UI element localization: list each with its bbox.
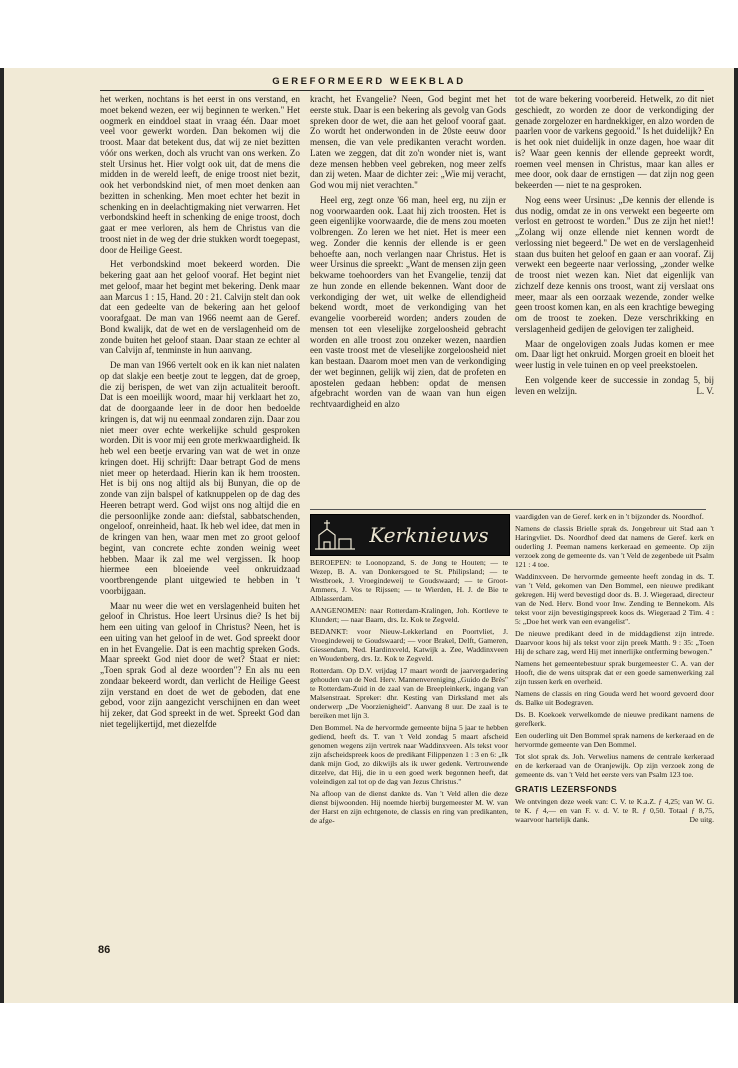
paragraph: Maar nu weer die wet en verslagenheid buiten het geloof in Christus. Hoe leert Ursinus die? Is het bij hem een uiting van geloof in Christus? Neen, het is een uiting van het geloof in de wet. God spreekt door en in het Evangelie. Dat is een machtig spreken Gods. Maar spreekt God niet door de wet? Staat er niet: „Toen sprak God al deze woorden"? En als nu een zondaar bekeerd wordt, dan verlicht de Heilige Geest zijn verstand en doet de wet de geboden, dat ene gebod, voor zijn aangezicht verschijnen en dan weet hij zeker, dat God spreekt in de wet. Spreekt God dan niet tegelijkertijd, met diezelfde bbox=[100, 600, 300, 729]
news-item: vaardigden van de Geref. kerk en in 't bijzonder ds. Noordhof. bbox=[515, 512, 704, 521]
paragraph: Nog eens weer Ursinus: „De kennis der ellende is dus nodig, omdat ze in ons verwekt een begeerte om verlost en getroost te worden." Dus ze zijn het niet!! „Zolang wij onze ellende niet kennen wordt de verlossing niet begeerd." De wet en de verslagenheid staan dus buiten het geloof en gaan er aan vooraf. Zij verwekt een begeerte naar verlossing, „zonder welke de troost niet wezen kan. Niet dat eigenlijk van zichzelf deze kennis ons troost, want zij verslaat ons meer, maar als een oorzaak wezende, zonder welke geen troost komen kan, en als een krachtige beweging om de troost te zoeken. Deze verschrikking en verslagenheid gedijen de gelovigen ter zaligheid. bbox=[515, 194, 714, 334]
news-item: Ds. B. Koekoek verwelkomde de nieuwe predikant namens de gerefkerk. bbox=[515, 710, 714, 728]
masthead: GEREFORMEERD WEEKBLAD bbox=[272, 76, 466, 87]
article-column-1 bbox=[100, 94, 300, 932]
paragraph: Heel erg, zegt onze '66 man, heel erg, nu zijn er nog voorwaarden ook. Laat hij zich troosten. Het is geen eigenlijke voorwaarde, die de mens zou moeten volbrengen. Zo leren we het niet. Het is meer een weg. Zonder die kennis der ellende is er geen behoefte aan, noch verlangen naar Christus. Het is weer Ursinus die spreekt: „Want de mensen zijn geen bekwame toehoorders van het Evangelie, tenzij dat ze hun zonde en ellende bekennen. Want door de verkondiging der wet, uit welke de ellendigheid bekend wordt, moet de verkondiging van het evangelie voorbereid worden; anders zouden de mensen tot een vleselijke zorgeloosheid gebracht worden en alle troost zou onzeker wezen, naardien een vaste troost met de vleselijke zorgeloosheid niet kan bestaan. Daarom moet men van de verkondiging der wet beginnen, gelijk wij zien, dat de profeten en apostelen gedaan hebben: opdat de mensen afgebracht worden van de waan van hun eigen rechtvaardigheid en alzo bbox=[310, 194, 506, 409]
news-item: Een ouderling uit Den Bommel sprak namens de kerkeraad en de hervormde gemeente van Den Bommel. bbox=[515, 731, 714, 749]
scan-margin-bottom bbox=[0, 1003, 738, 1068]
masthead-rule bbox=[100, 90, 704, 91]
article-column-3 bbox=[515, 94, 714, 530]
news-item: Na afloop van de dienst dankte ds. Van 't Veld allen die deze dienst bijwoonden. Hij noemde hierbij burgemeester M. W. van der Harst en zijn echtgenote, de classis en ring van predikanten, de afge- bbox=[310, 789, 508, 825]
publisher-signature: De uitg. bbox=[689, 815, 714, 824]
paragraph: Het verbondskind moet bekeerd worden. Die bekering gaat aan het geloof vooraf. Het begint niet met geloof, maar het begint met bekering. Denk maar aan Marcus 1 : 15, Hand. 20 : 21. Calvijn stelt dan ook dat een gedeelte van de bekering aan het geloof voorafgaat. De man van 1966 neemt aan de Geref. Bond kwalijk, dat de wet en de verslagenheid om de zonde buiten het geloof staan. Daar staan ze echter al van Calvijn af, tenminste in hun aanvang. bbox=[100, 259, 300, 356]
gratis-lezersfonds-heading: GRATIS LEZERSFONDS bbox=[515, 784, 618, 794]
kerknieuws-banner-art bbox=[311, 515, 509, 555]
gratis-lezersfonds-text bbox=[515, 797, 714, 824]
page-number: 86 bbox=[98, 944, 111, 956]
author-signature: L. V. bbox=[696, 385, 714, 396]
section-rule bbox=[310, 509, 706, 510]
kerknieuws-column-3 bbox=[515, 512, 714, 986]
kerknieuws-banner bbox=[310, 514, 510, 556]
news-item: Namens de classis Brielle sprak ds. Jongebreur uit Stad aan 't Haringvliet. Ds. Noordhof deed dat namens de Geref. kerk en ouderling J. Peeman namens kerkeraad en gemeente. Op zijn verzoek zong de gemeente ds. van 't Veld de zegenbede uit Psalm 121 : 4 toe. bbox=[515, 524, 714, 569]
article-column-2 bbox=[310, 94, 506, 504]
news-item: Den Bommel. Na de hervormde gemeente bijna 5 jaar te hebben gediend, heeft ds. T. van 't Veld zondag 5 maart afscheid genomen wegens zijn vertrek naar Waddinxveen. Als tekst voor zijn afscheidspreek koos de predikant Filippenzen 1 : 3 en 6: „Ik dank mijn God, zo dikwijls als ik uwer gedenk. Vertrouwende ditzelve, dat Hij, die in u een goed werk begonnen heeft, dat voleindigen zal tot op de dag van Jezus Christus." bbox=[310, 723, 508, 786]
closing-text: Een volgende keer de successie in zondag 5, bij leven en welzijn. bbox=[515, 374, 714, 396]
scan-margin-top bbox=[0, 0, 738, 68]
paragraph: tot de ware bekering voorbereid. Hetwelk, zo dit niet geschiedt, zo worden ze door de verkondiging der genade zorgelozer en hardnekkiger, en alzo worden de paarlen voor de varkens gegooid." Is het duidelijk? En is het ook niet duidelijk in onze dagen, hoe waar dit is? Waar geen kennis der ellende gepreekt wordt, roemen veel mensen in Christus, maar kan alles er mee door, ook daar de ernstigen — dat zijn nog geen bekeerden — niet te na gesproken. bbox=[515, 94, 714, 190]
news-item: Namens het gemeentebestuur sprak burgemeester C. A. van der Hooft, die de wens uitsprak dat er een goede samenwerking zal zijn tussen kerk en overheid. bbox=[515, 659, 714, 686]
kerknieuws-column-2 bbox=[310, 558, 508, 986]
donation-text: We ontvingen deze week van: C. V. te K.a.Z. ƒ 4,25; van W. G. te K. ƒ 4,— en van F. v. d. V. te R. ƒ 0,50. Totaal ƒ 8,75, waarvoor hartelijk dank. bbox=[515, 797, 714, 824]
magazine-page bbox=[0, 68, 738, 1003]
news-item: AANGENOMEN: naar Rotterdam-Kralingen, Joh. Kortleve te Klundert; — naar Baarn, drs. Iz. Kok te Zegveld. bbox=[310, 606, 508, 624]
news-item: De nieuwe predikant deed in de middagdienst zijn intrede. Daarvoor koos hij als tekst voor zijn preek Matth. 9 : 35: „Toen Hij de schare zag, werd Hij met innerlijke ontferming bewogen." bbox=[515, 629, 714, 656]
news-item: BEDANKT: voor Nieuw-Lekkerland en Poortvliet, J. Vroegindeweij te Goudswaard; — voor Brakel, Delft, Gameren, Giessendam, Ned. Hardinxveld, Katwijk a. Zee, Waddinxveen en Woudenberg, drs. Iz. Kok te Zegveld. bbox=[310, 627, 508, 663]
paragraph: kracht, het Evangelie? Neen, God begint met het eerste stuk. Daar is een bekering als gevolg van Gods spreken door de wet, die aan het geloof vooraf gaat. Zo wordt het onderwonden in de 20ste eeuw door mensen, die van vele predikanten veracht worden. Laten we zeggen, dat dit zo'n wonder niet is, want deze mensen hebben veel gebreken, nog meer zelfs dan zij weten. Maar de dichter zei: „Wie mij veracht, God wou mij niet verachten." bbox=[310, 94, 506, 190]
kerknieuws-title: Kerknieuws bbox=[369, 523, 489, 547]
church-icon bbox=[315, 520, 355, 549]
news-item: Tot slot sprak ds. Joh. Verwelius namens de centrale kerkeraad en de kerkeraad van de Oranjewijk. Op zijn verzoek zong de gemeente ds. van 't Veld het eerste vers van Psalm 123 toe. bbox=[515, 752, 714, 779]
paragraph: het werken, nochtans is het eerst in ons verstand, en moet bekend wezen, eer wij beginnen te werken." Het oogmerk en einddoel staat in vraag één. Daar moet veel voor gewerkt worden. Dan bekomen wij die troost. Maar dat betekent dus, dat wij ze niet bezitten vóór ons werken, doch als vrucht van ons werken. Zo stelt Ursinus het. Hier volgt ook uit, dat de mens die midden in de wereld leeft, de enige troost niet bezit, ook het verbondskind niet, of men moet denken aan bezitten in schenking. Men moet echter het bezit in schenking en in deelachtigmaking niet verwarren. Het verbondskind heeft in schenking de enige troost, doch gaat er mee verloren, als hem de Christus van die troost niet in de weg der drie stukken wordt toegepast, door de Heilige Geest. bbox=[100, 94, 300, 255]
news-item: Waddinxveen. De hervormde gemeente heeft zondag in ds. T. van 't Veld, gekomen van Den Bommel, een nieuwe predikant gekregen. Hij werd bevestigd door ds. B. J. Wiegeraad, directeur van de Ned. Herv. Bond voor Inw. Zending te Bennekom. Als tekst voor zijn bevestigingspreek koos ds. Wiegeraad 2 Tim. 4 : 5: „Doe het werk van een evangelist". bbox=[515, 572, 714, 626]
news-item: BEROEPEN: te Loonopzand, S. de Jong te Houten; — te Wezep, B. A. van Donkersgoed te St. Philipsland; — te Westbroek, J. Vroegindeweij te Goudswaard; — te Groot-Ammers, J. Vos te Rijssen; — te Wierden, H. J. de Bie te Alblasserdam. bbox=[310, 558, 508, 603]
closing-paragraph bbox=[515, 375, 714, 397]
paragraph: De man van 1966 vertelt ook en ik kan niet nalaten op dat slakje een beetje zout te leggen, dat de groep, die zij berispen, de wet van zijn actualiteit berooft. Dat is een moeilijk woord, maar hij verklaart het zo, dat de doorgaande leer in de door hen bedoelde kringen is, dat wij nu eenmaal zondaren zijn. Daar zou niet meer over echte werkelijke schuld gesproken worden. Dit is voor mij een grote merkwaardigheid. Ik heb wel een beetje ervaring van wat de wet in onze kringen doet. Hij schrijft: Daar betrapt God de mens niet meer op heterdaad. Hierin kan ik hem troosten. Het is bij ons nog altijd als bij Bunyan, die op de zonde van zijn balspel of katknuppelen op de dag des Heeren betrapt werd. God wijst ons nog altijd die en die persoonlijke zonde aan: diefstal, sabbatschenden, ongeloof, onreinheid, haat. Ik heb wel idee, dat men in de kringen van hen, waar men met zo groot geloof begint, van concrete echte zonden weinig weet hebben. Maar ik zal me wel vergissen. Ik hoop hiermee een bloeiende veel onkruidzaad voortbrengende plant uitgewied te hebben in 't voorbijgaan. bbox=[100, 360, 300, 596]
paragraph: Maar de ongelovigen zoals Judas komen er mee om. Daar ligt het onkruid. Morgen groeit en bloeit het weer lustig in vele tuinen en op veel preekstoelen. bbox=[515, 338, 714, 370]
news-item: Rotterdam. Op D.V. vrijdag 17 maart wordt de jaarvergadering gehouden van de Ned. Herv. Mannenvereniging „Guido de Brès" te Rotterdam-Zuid in de zaal van de Breepleinkerk, ingang van Malsenstraat. Spreker: dhr. Kesting van Dirksland met als onderwerp „De Voorzienigheid". Aanvang 8 uur. De zaal is te bereiken met lijn 3. bbox=[310, 666, 508, 720]
news-item: Namens de classis en ring Gouda werd het woord gevoerd door ds. Balke uit Bodegraven. bbox=[515, 689, 714, 707]
